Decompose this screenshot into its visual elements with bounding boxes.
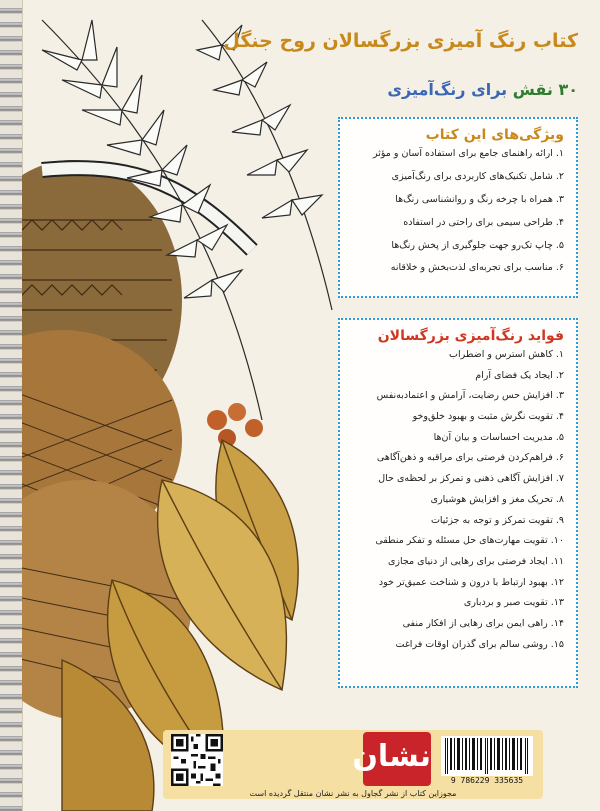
features-heading: ویژگی‌های این کتاب	[425, 127, 564, 143]
qr-code	[171, 734, 223, 786]
benefits-heading: فواید رنگ‌آمیزی بزرگسالان	[377, 328, 564, 344]
pattern-count: ۳۰	[558, 80, 578, 99]
features-list	[348, 149, 564, 273]
subtitle-word-for: برای	[471, 80, 508, 99]
subtitle-word-patterns: نقش	[512, 80, 553, 99]
list-item: ۴. طراحی سیمی برای راحتی در استفاده	[403, 216, 564, 228]
barcode	[441, 736, 533, 776]
benefits-panel	[338, 318, 578, 688]
list-item: ۷. افزایش آگاهی ذهنی و تمرکز بر لحظه‌ی حال	[378, 473, 564, 485]
list-item: ۲. ایجاد یک فضای آرام	[475, 369, 564, 381]
list-item: ۱. ارائه راهنمای جامع برای استفاده آسان و مؤثر	[372, 148, 564, 159]
list-item: ۵. چاپ تک‌رو جهت جلوگیری از پخش رنگ‌ها	[391, 239, 564, 251]
list-item: ۳. همراه با چرخه رنگ و روانشناسی رنگ‌ها	[395, 193, 564, 205]
list-item: ۱۰. تقویت مهارت‌های حل مسئله و تفکر منطقی	[375, 535, 564, 547]
spiral-binding	[0, 0, 23, 811]
subtitle-word-coloring: رنگ‌آمیزی	[387, 80, 466, 99]
list-item: ۱۵. روشی سالم برای گذران اوقات فراغت	[395, 638, 564, 650]
book-title: کتاب رنگ آمیزی بزرگسالان روح جنگل	[223, 30, 578, 52]
features-panel	[338, 117, 578, 298]
list-item: ۴. تقویت نگرش مثبت و بهبود خلق‌وخو	[412, 411, 564, 423]
list-item: ۳. افزایش حس رضایت، آرامش و اعتماد‌به‌نفس	[376, 390, 564, 402]
benefits-list	[348, 350, 564, 649]
list-item: ۱۳. تقویت صبر و بردباری	[463, 597, 564, 609]
book-subtitle	[260, 80, 578, 99]
list-item: ۹. تقویت تمرکز و توجه به جزئیات	[430, 514, 564, 526]
list-item: ۶. فراهم‌کردن فرصتی برای مراقبه و ذهن‌آگاهی	[376, 452, 564, 464]
publisher-note: مجوزاین کتاب از نشر گجاول به نشر نشان منتقل گردیده است	[249, 789, 457, 798]
list-item: ۱۲. بهبود ارتباط با درون و شناخت عمیق‌تر خود	[378, 576, 564, 588]
isbn-number: 9 786229 335635	[450, 776, 524, 785]
list-item: ۱۱. ایجاد فرصتی برای رهایی از دنیای مجازی	[387, 555, 564, 567]
list-item: ۵. مدیریت احساسات و بیان آن‌ها	[433, 431, 564, 443]
list-item: ۱. کاهش استرس و اضطراب	[449, 349, 564, 360]
list-item: ۶. مناسب برای تجربه‌ای لذت‌بخش و خلاقانه	[390, 262, 564, 274]
list-item: ۸. تحریک مغز و افزایش هوشیاری	[430, 493, 564, 505]
publisher-footer	[163, 730, 543, 799]
publisher-logo: نشان	[363, 732, 431, 786]
list-item: ۲. شامل تکنیک‌های کاربردی برای رنگ‌آمیزی	[391, 170, 564, 182]
list-item: ۱۴. راهی ایمن برای رهایی از افکار منفی	[402, 617, 564, 629]
